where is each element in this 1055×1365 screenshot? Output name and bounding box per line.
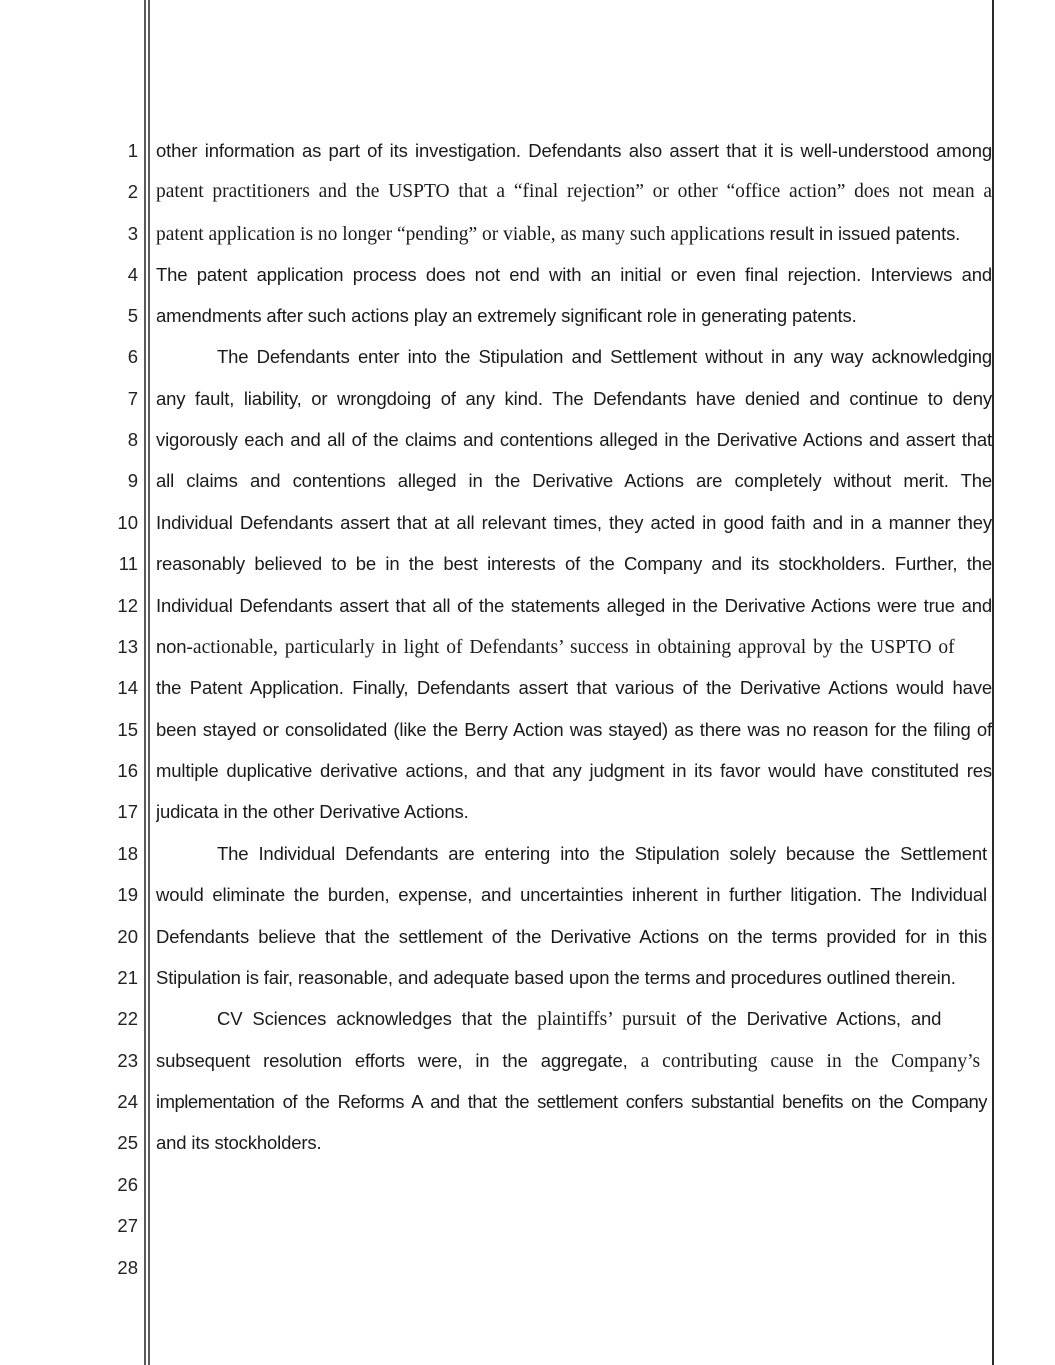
line-number: 10 (117, 512, 138, 533)
right-margin-rule (992, 0, 994, 1365)
text-line (156, 140, 992, 164)
text-segment: non (156, 636, 187, 657)
text-segment: CV Sciences acknowledges that the (217, 1008, 538, 1029)
text-segment: Stipulation is fair, reasonable, and adequate based upon the terms and procedures outlined therein. (156, 967, 956, 988)
text-line (156, 719, 992, 743)
text-line (156, 1008, 987, 1032)
text-line (156, 470, 992, 494)
text-line (156, 1050, 987, 1074)
text-line (156, 926, 987, 950)
text-line (156, 884, 987, 908)
line-number: 12 (117, 595, 138, 616)
text-line (156, 346, 992, 370)
text-line (156, 553, 992, 577)
line-number: 20 (117, 926, 138, 947)
text-segment: patent practitioners and the USPTO that a “final rejection” or other “office action” does not mean a (156, 181, 992, 202)
text-line (156, 264, 992, 288)
text-line (156, 1132, 992, 1156)
line-number: 9 (127, 470, 138, 491)
text-line (156, 801, 992, 825)
line-number: 13 (117, 636, 138, 657)
text-line (156, 181, 992, 205)
text-segment: multiple duplicative derivative actions, and that any judgment in its favor would have constituted res (156, 760, 992, 781)
text-segment: been stayed or consolidated (like the Berry Action was stayed) as there was no reason for the filing of (156, 719, 992, 740)
text-segment: reasonably believed to be in the best interests of the Company and its stockholders. Further, the (156, 553, 992, 574)
text-segment: Individual Defendants assert that all of the statements alleged in the Derivative Actions were true and (156, 595, 992, 616)
text-segment: vigorously each and all of the claims and contentions alleged in the Derivative Actions and assert that (156, 429, 992, 450)
line-number: 4 (127, 264, 138, 285)
line-number: 1 (127, 140, 138, 161)
line-number: 8 (127, 429, 138, 450)
text-line (156, 677, 992, 701)
text-segment: patent application is no longer “pending” or viable, as many such applications (156, 224, 770, 245)
text-segment: plaintiffs’ pursuit (537, 1009, 687, 1030)
line-number: 21 (117, 967, 138, 988)
text-segment: other information as part of its investigation. Defendants also assert that it is well-understood among (156, 140, 992, 161)
text-segment: judicata in the other Derivative Actions. (156, 801, 469, 822)
text-segment: The Individual Defendants are entering into the Stipulation solely because the Settlement (217, 843, 987, 864)
line-number: 7 (127, 388, 138, 409)
line-number: 26 (117, 1174, 138, 1195)
text-line (156, 429, 992, 453)
line-number: 5 (127, 305, 138, 326)
line-number: 15 (117, 719, 138, 740)
line-number: 24 (117, 1091, 138, 1112)
text-segment: The patent application process does not end with an initial or even final rejection. Interviews and (156, 264, 992, 285)
text-line (156, 388, 992, 412)
line-number: 17 (117, 801, 138, 822)
text-line (156, 636, 992, 660)
line-number: 16 (117, 760, 138, 781)
line-number: 28 (117, 1257, 138, 1278)
document-body (156, 0, 992, 1365)
line-number: 27 (117, 1215, 138, 1236)
text-segment: Defendants believe that the settlement of the Derivative Actions on the terms provided for in this (156, 926, 987, 947)
text-line (156, 760, 992, 784)
text-line (156, 1091, 987, 1115)
text-segment: Individual Defendants assert that at all relevant times, they acted in good faith and in a manner they (156, 512, 992, 533)
text-segment: The Defendants enter into the Stipulation and Settlement without in any way acknowledging (217, 346, 992, 367)
line-number: 3 (127, 223, 138, 244)
text-segment: -actionable, particularly in light of Defendants’ success in obtaining approval by the USPTO of (186, 637, 955, 658)
text-line (156, 595, 992, 619)
text-segment: subsequent resolution efforts were, in the aggregate, (156, 1050, 641, 1071)
text-segment: any fault, liability, or wrongdoing of any kind. The Defendants have denied and continue to deny (156, 388, 992, 409)
text-segment: of the Derivative Actions, and (686, 1008, 942, 1029)
text-segment: a contributing cause in the Company’s (640, 1051, 981, 1072)
text-segment: all claims and contentions alleged in the Derivative Actions are completely without merit. The (156, 470, 992, 491)
line-number: 11 (118, 553, 138, 574)
text-segment: result in issued patents. (769, 223, 961, 244)
text-line (156, 843, 987, 867)
text-segment: and its stockholders. (156, 1132, 322, 1153)
line-number: 23 (117, 1050, 138, 1071)
line-number: 6 (127, 346, 138, 367)
text-segment: the Patent Application. Finally, Defendants assert that various of the Derivative Actions would have (156, 677, 992, 698)
line-number: 2 (127, 181, 138, 202)
text-line (156, 512, 992, 536)
line-number: 19 (117, 884, 138, 905)
text-line (156, 967, 992, 991)
left-margin-rule-outer (144, 0, 146, 1365)
line-number: 18 (117, 843, 138, 864)
text-line (156, 223, 992, 247)
text-segment: would eliminate the burden, expense, and uncertainties inherent in further litigation. The Individual (156, 884, 987, 905)
line-number: 22 (117, 1008, 138, 1029)
text-line (156, 305, 992, 329)
text-segment: amendments after such actions play an extremely significant role in generating patents. (156, 305, 857, 326)
line-number: 14 (117, 677, 138, 698)
text-segment: implementation of the Reforms A and that the settlement confers substantial benefits on the Company (156, 1091, 987, 1112)
line-number: 25 (117, 1132, 138, 1153)
left-margin-rule-inner (148, 0, 150, 1365)
